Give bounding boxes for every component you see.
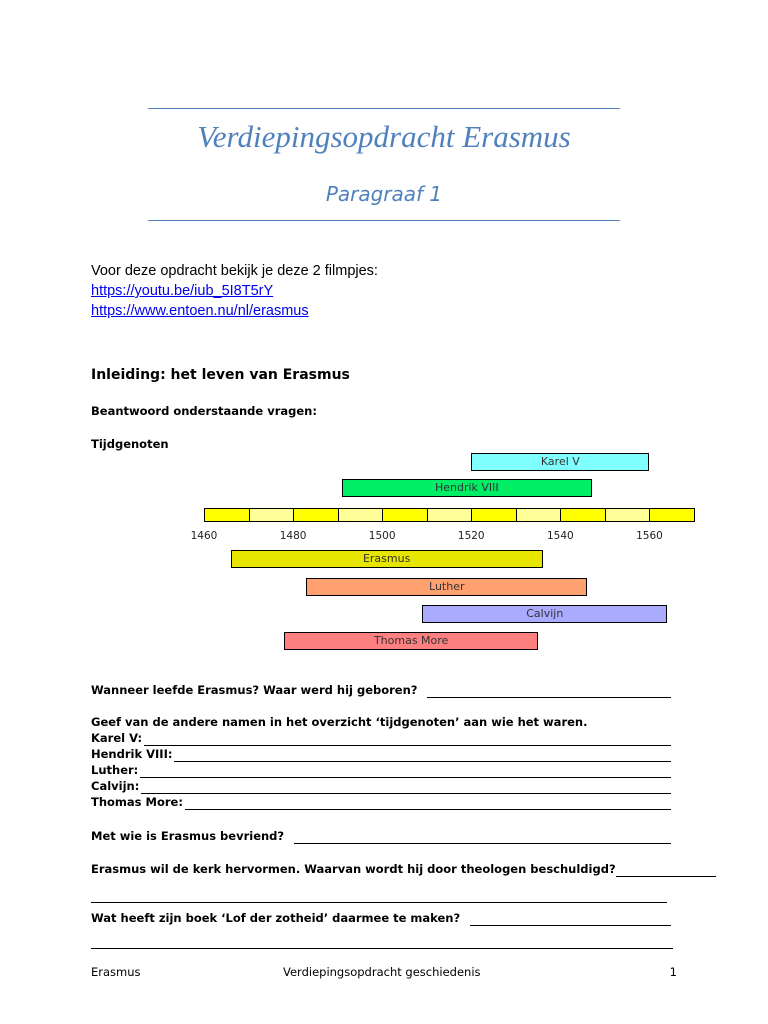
question-3 [91,828,671,844]
answer-line-more[interactable] [185,798,671,810]
timeline-segment [516,508,562,522]
timeline-bar-thomas-more: Thomas More [284,632,538,650]
question-2-text: Geef van de andere namen in het overzicht ‘tijdgenoten’ aan wie het waren. [91,715,588,729]
footer-rule [91,948,673,949]
answer-label-more: Thomas More: [91,795,183,809]
question-3-text: Met wie is Erasmus bevriend? [91,829,285,843]
answer-label-calvijn: Calvijn: [91,779,140,793]
timeline-bar-calvijn: Calvijn [422,605,667,623]
instruction-text: Beantwoord onderstaande vragen: [91,404,317,418]
intro-block [91,261,378,321]
timeline-bar-karel-v: Karel V [471,453,649,471]
header-rule-bottom [148,220,620,221]
question-5-text: Wat heeft zijn boek ‘Lof der zotheid’ daarmee te maken? [91,911,461,925]
footer-left: Erasmus [91,965,141,979]
timeline-segment [427,508,473,522]
answer-label-luther: Luther: [91,763,139,777]
timeline-segment [471,508,517,522]
timeline-bar-erasmus: Erasmus [231,550,543,568]
timeline-tick-label: 1560 [636,530,663,542]
timeline-label: Tijdgenoten [91,437,169,451]
timeline-tick-label: 1500 [368,530,396,542]
timeline-bar-hendrik-viii: Hendrik VIII [342,479,591,497]
header-rule-top [148,108,620,109]
timeline-segment [338,508,384,522]
timeline-tick-label: 1520 [457,530,485,542]
timeline-segment [204,508,250,522]
answer-line-5[interactable] [470,914,671,926]
intro-text: Voor deze opdracht bekijk je deze 2 filmpjes: [91,263,378,279]
answer-label-hendrik: Hendrik VIII: [91,747,173,761]
timeline-bar-luther: Luther [306,578,587,596]
timeline-segment [249,508,295,522]
entoen-link[interactable]: https://www.entoen.nu/nl/erasmus [91,303,309,319]
timeline-segment [293,508,339,522]
answer-label-karel: Karel V: [91,731,143,745]
question-1-text: Wanneer leefde Erasmus? Waar werd hij geboren? [91,683,418,697]
answer-row-calvijn [91,778,671,794]
question-4 [91,861,671,877]
timeline-segment [605,508,651,522]
answer-line-hendrik[interactable] [174,750,671,762]
youtube-link[interactable]: https://youtu.be/iub_5I8T5rY [91,283,274,299]
answer-line-3[interactable] [294,832,671,844]
timeline-segment [382,508,428,522]
answer-line-karel[interactable] [144,734,671,746]
timeline-segment [560,508,606,522]
answer-line-calvijn[interactable] [141,782,671,794]
answer-row-more [91,794,671,810]
answer-row-luther [91,762,671,778]
question-5 [91,910,671,926]
section-heading: Inleiding: het leven van Erasmus [91,367,350,383]
footer-center: Verdiepingsopdracht geschiedenis [283,965,481,979]
page-title: Verdiepingsopdracht Erasmus [197,119,571,154]
question-1 [91,682,671,698]
answer-row-hendrik [91,746,671,762]
answer-line-4[interactable] [616,865,716,877]
timeline-tick-label: 1480 [279,530,307,542]
page-number: 1 [669,965,677,979]
question-4-text: Erasmus wil de kerk hervormen. Waarvan wordt hij door theologen beschuldigd? [91,862,616,876]
page-subtitle: Paragraaf 1 [325,182,443,206]
answer-line-1[interactable] [427,686,671,698]
page-footer [91,965,677,979]
timeline-tick-label: 1460 [190,530,218,542]
answer-row-karel [91,730,671,746]
question-2 [91,714,671,810]
timeline-segment [649,508,695,522]
answer-line-luther[interactable] [140,766,671,778]
timeline-tick-label: 1540 [546,530,574,542]
answer-line-4b[interactable] [91,902,667,903]
